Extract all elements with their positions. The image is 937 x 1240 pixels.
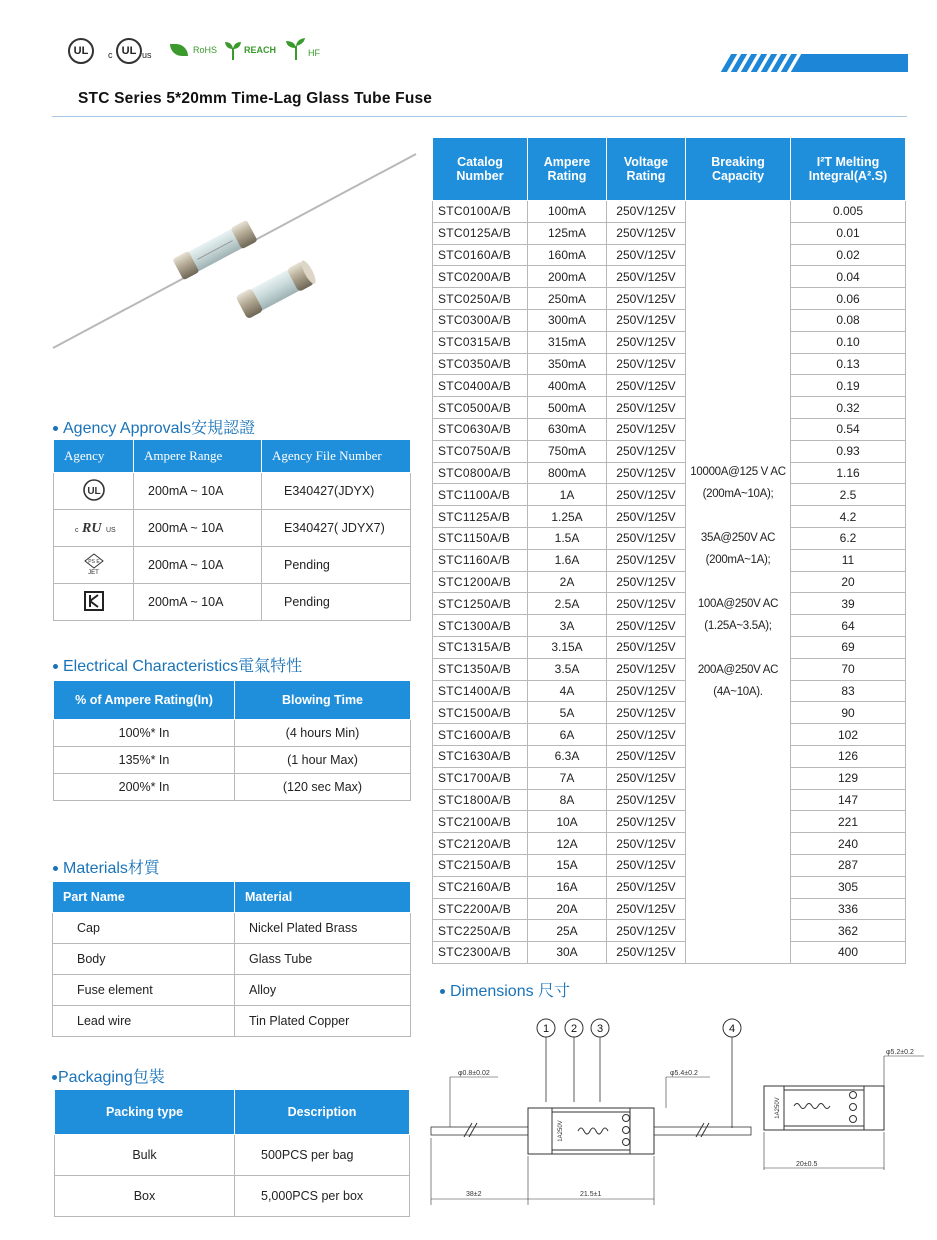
i2t-col-header: I²T Melting Integral(A².S) (791, 138, 906, 201)
body-length-label: 21.5±1 (580, 1191, 602, 1198)
cap-diameter-label: φ5.2±0.2 (886, 1049, 914, 1056)
table-row: STC0160A/B 160mA 250V/125V 0.02 (433, 244, 906, 266)
dimension-drawing (428, 1010, 928, 1210)
dimensions-heading: Dimensions 尺寸 (440, 978, 570, 1001)
header-stripes-decoration (716, 54, 908, 72)
breaking-capacity-col-header: Breaking Capacity (686, 138, 791, 201)
hf-label: HF (308, 48, 320, 58)
table-row: STC1500A/B 5A 250V/125V 90 (433, 702, 906, 724)
fuse-spec-table (432, 137, 906, 964)
callout-1-label: 1 (542, 1023, 550, 1035)
callout-2-label: 2 (570, 1023, 578, 1035)
material-col-header: Material (235, 882, 411, 913)
materials-table (52, 881, 411, 1037)
svg-text:RU: RU (81, 520, 101, 536)
table-row: STC0300A/B 300mA 250V/125V 0.08 (433, 309, 906, 331)
table-row: Box 5,000PCS per box (55, 1176, 410, 1217)
table-row: STC0500A/B 500mA 250V/125V 0.32 (433, 397, 906, 419)
table-row: Bulk 500PCS per bag (55, 1135, 410, 1176)
table-row: STC1630A/B 6.3A 250V/125V 126 (433, 745, 906, 767)
lead-diameter-label: φ0.8±0.02 (458, 1070, 490, 1077)
svg-text:PS E: PS E (87, 559, 100, 565)
packing-type-col-header: Packing type (55, 1090, 235, 1135)
table-row: STC2160A/B 16A 250V/125V 305 (433, 876, 906, 898)
table-row: STC2120A/B 12A 250V/125V 240 (433, 833, 906, 855)
table-row: STC0800A/B 800mA 250V/125V 1.16 (433, 462, 906, 484)
table-row: Body Glass Tube (53, 944, 411, 975)
reach-label: REACH (244, 45, 277, 55)
fuse-product-image (50, 150, 420, 360)
agency-approvals-heading: Agency Approvals安規認證 (53, 415, 255, 438)
table-row: STC0100A/B 100mA 250V/125V 10000A@125 V AC (200mA~10A); 35A@250V AC (200mA~1A); 100A@250V AC (1.25A~3.5A); 200A@250V AC (4A~10A). 0.005 (433, 201, 906, 223)
table-row: STC1160A/B 1.6A 250V/125V 11 (433, 549, 906, 571)
table-row: STC0630A/B 630mA 250V/125V 0.54 (433, 418, 906, 440)
table-row: STC1350A/B 3.5A 250V/125V 70 (433, 658, 906, 680)
table-row: STC1600A/B 6A 250V/125V 102 (433, 724, 906, 746)
packaging-table (54, 1089, 410, 1217)
table-row: 100%* In (4 hours Min) (54, 720, 411, 747)
rohs-label: RoHS (193, 45, 218, 55)
part-name-col-header: Part Name (53, 882, 235, 913)
table-row: Lead wire Tin Plated Copper (53, 1006, 411, 1037)
materials-heading: Materials材質 (53, 855, 160, 878)
rohs-leaf-icon (170, 44, 188, 56)
blowing-time-col-header: Blowing Time (235, 681, 411, 720)
table-row: STC1150A/B 1.5A 250V/125V 6.2 (433, 527, 906, 549)
table-row: STC0125A/B 125mA 250V/125V 0.01 (433, 222, 906, 244)
packaging-heading: Packaging包裝 (52, 1064, 165, 1087)
table-row: STC0200A/B 200mA 250V/125V 0.04 (433, 266, 906, 288)
body-marking: 1A250V (558, 1120, 564, 1142)
table-row: STC0350A/B 350mA 250V/125V 0.13 (433, 353, 906, 375)
table-row: STC2150A/B 15A 250V/125V 287 (433, 854, 906, 876)
certification-logos (66, 34, 326, 68)
page-title: STC Series 5*20mm Time-Lag Glass Tube Fuse (78, 90, 433, 107)
table-row: STC1100A/B 1A 250V/125V 2.5 (433, 484, 906, 506)
table-row: STC2250A/B 25A 250V/125V 362 (433, 920, 906, 942)
reach-plant-icon (224, 40, 242, 60)
table-row: STC1800A/B 8A 250V/125V 147 (433, 789, 906, 811)
agency-table (53, 439, 411, 621)
breaking-capacity-cell: 10000A@125 V AC (200mA~10A); 35A@250V AC (200mA~1A); 100A@250V AC (1.25A~3.5A); 200A@250V AC (4A~10A). (686, 201, 791, 964)
cul-c-label: c (108, 50, 113, 60)
table-row: 200mA ~ 10A Pending (54, 584, 411, 621)
callout-4-label: 4 (728, 1023, 736, 1035)
agency-col-header: Agency (54, 440, 134, 473)
table-row: STC2200A/B 20A 250V/125V 336 (433, 898, 906, 920)
ul-logo: UL (68, 38, 94, 64)
table-row: 200%* In (120 sec Max) (54, 774, 411, 801)
svg-text:c: c (74, 526, 78, 534)
table-row: STC1315A/B 3.15A 250V/125V 69 (433, 636, 906, 658)
svg-text:US: US (105, 526, 116, 534)
table-row: Fuse element Alloy (53, 975, 411, 1006)
callout-3-label: 3 (596, 1023, 604, 1035)
table-row: 135%* In (1 hour Max) (54, 747, 411, 774)
table-row: STC1200A/B 2A 250V/125V 20 (433, 571, 906, 593)
table-row: STC0750A/B 750mA 250V/125V 0.93 (433, 440, 906, 462)
description-col-header: Description (235, 1090, 410, 1135)
table-row: Cap Nickel Plated Brass (53, 913, 411, 944)
fuse-length-label: 20±0.5 (796, 1161, 818, 1168)
svg-text:UL: UL (86, 485, 101, 497)
hf-plant-icon (286, 38, 306, 60)
table-row: UL 200mA ~ 10A E340427(JDYX) (54, 473, 411, 510)
title-divider (52, 116, 907, 117)
file-number-col-header: Agency File Number (262, 440, 411, 473)
ampere-rating-col-header: % of Ampere Rating(In) (54, 681, 235, 720)
table-row: STC1250A/B 2.5A 250V/125V 39 (433, 593, 906, 615)
table-row: STC1700A/B 7A 250V/125V 129 (433, 767, 906, 789)
ampere-rating-col-header: Ampere Rating (528, 138, 607, 201)
cul-logo: UL (116, 38, 142, 64)
electrical-heading: Electrical Characteristics電氣特性 (53, 653, 302, 676)
table-row: c RU US 200mA ~ 10A E340427( JDYX7) (54, 510, 411, 547)
table-row: STC1400A/B 4A 250V/125V 83 (433, 680, 906, 702)
callout-4 (723, 1019, 741, 1128)
electrical-table (53, 680, 411, 801)
table-row: STC1125A/B 1.25A 250V/125V 4.2 (433, 506, 906, 528)
catalog-number-col-header: Catalog Number (433, 138, 528, 201)
lead-length-label: 38±2 (466, 1191, 482, 1198)
table-row: PS E JET 200mA ~ 10A Pending (54, 547, 411, 584)
body-diameter-label: φ5.4±0.2 (670, 1070, 698, 1077)
kc-icon (84, 591, 104, 611)
table-row: STC0250A/B 250mA 250V/125V 0.06 (433, 288, 906, 310)
ampere-range-col-header: Ampere Range (134, 440, 262, 473)
side-body-marking: 1A250V (775, 1097, 781, 1119)
cul-us-label: us (142, 50, 152, 60)
voltage-rating-col-header: Voltage Rating (607, 138, 686, 201)
table-row: STC0400A/B 400mA 250V/125V 0.19 (433, 375, 906, 397)
table-row: STC2100A/B 10A 250V/125V 221 (433, 811, 906, 833)
pse-icon: PS E JET (84, 553, 104, 577)
table-row: STC0315A/B 315mA 250V/125V 0.10 (433, 331, 906, 353)
table-row: STC1300A/B 3A 250V/125V 64 (433, 615, 906, 637)
ul-icon (82, 478, 106, 502)
table-row: STC2300A/B 30A 250V/125V 400 (433, 942, 906, 964)
cru-us-icon (69, 516, 119, 538)
